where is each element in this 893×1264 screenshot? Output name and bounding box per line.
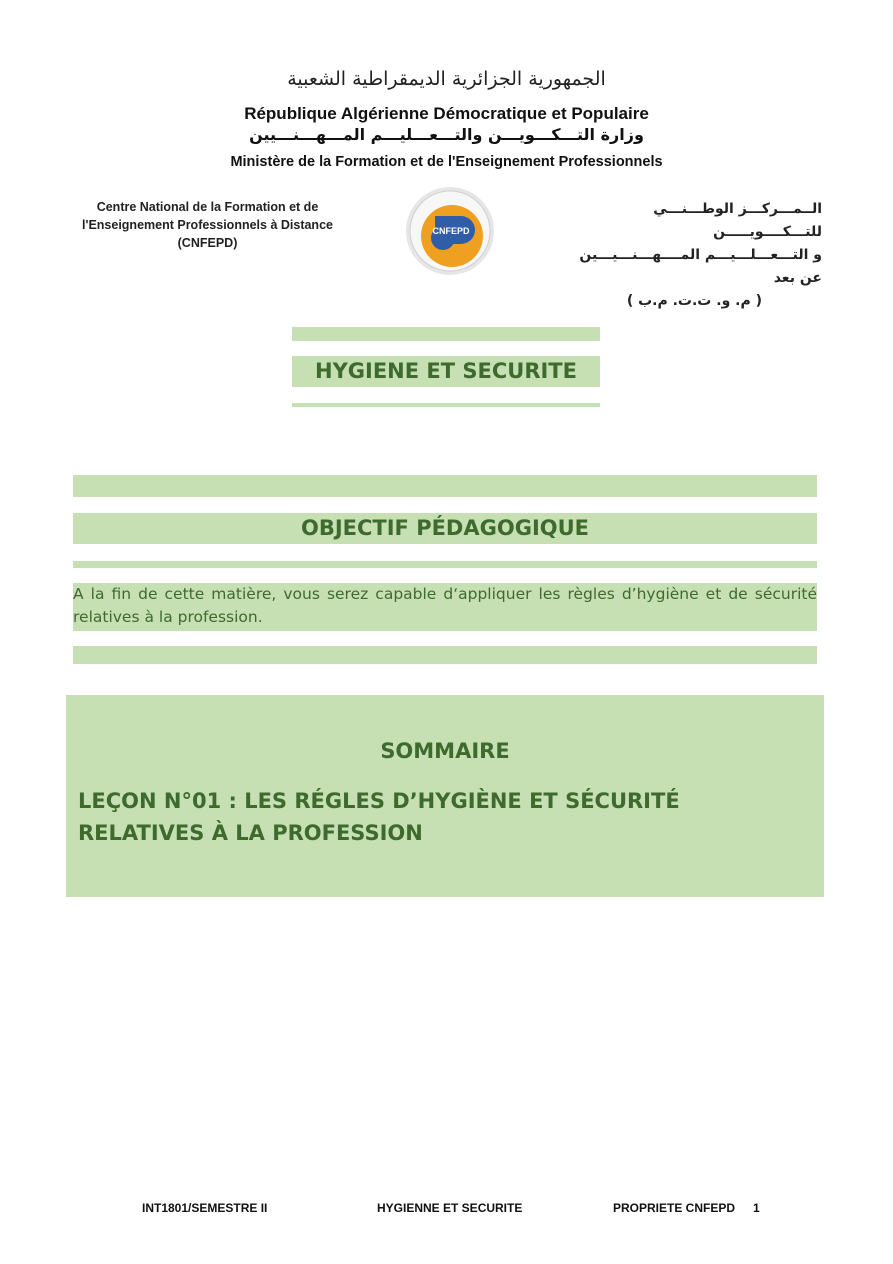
objective-band-bottom [73, 646, 817, 664]
centre-name-ar [560, 198, 822, 313]
objective-heading: OBJECTIF PÉDAGOGIQUE [300, 516, 590, 540]
centre-name-fr-line3: (CNFEPD) [177, 236, 238, 250]
footer-code: INT1801/SEMESTRE II [142, 1201, 268, 1215]
centre-name-ar-line2: و التـــعـــلـــيـــم المــــهـــنـــيـــين عن بعد [579, 247, 822, 286]
footer-subject: HYGIENNE ET SECURITE [377, 1201, 523, 1215]
summary-heading: SOMMAIRE [380, 739, 510, 763]
objective-band-top [73, 475, 817, 497]
ministry-title: Ministère de la Formation et de l'Enseignement Professionnels [230, 154, 663, 170]
centre-name-fr-line1: Centre National de la Formation et de [96, 200, 319, 214]
centre-name-fr-line2: l'Enseignement Professionnels à Distance [82, 218, 333, 232]
republic-title: République Algérienne Démocratique et Populaire [244, 104, 649, 123]
document-title: HYGIENE ET SECURITE [315, 359, 577, 383]
title-band-top [292, 327, 600, 341]
cnfepd-logo [405, 186, 495, 276]
objective-text: A la fin de cette matière, vous serez capable d‘appliquer les règles d’hygiène et de sécurité relatives à la profession. [73, 583, 817, 631]
centre-name-ar-line1: الــمـــركـــز الوطـــنـــي للتـــكــــويـــــن [653, 201, 822, 240]
summary-lesson-link[interactable]: LEÇON N°01 : LES RÉGLES D’HYGIÈNE ET SÉCURITÉ RELATIVES À LA PROFESSION [78, 789, 680, 845]
title-box [292, 356, 600, 387]
footer-owner: PROPRIETE CNFEPD [613, 1201, 736, 1215]
logo-text: CNFEPD [432, 226, 470, 236]
footer-page-number: 1 [753, 1201, 760, 1215]
centre-name-ar-line3: ( م. و. ت.ت. م.ب ) [626, 293, 762, 309]
centre-name-fr [60, 198, 355, 252]
objective-heading-box [73, 513, 817, 544]
arabic-ministry-title: وزارة التـــكـــويـــن والتـــعـــليـــم المـــهـــنـــيين [249, 125, 644, 144]
arabic-republic-title: الجمهورية الجزائرية الديمقراطية الشعبية [287, 68, 606, 90]
title-band-bottom [292, 403, 600, 407]
summary-box [66, 695, 824, 897]
objective-band-mid [73, 561, 817, 568]
